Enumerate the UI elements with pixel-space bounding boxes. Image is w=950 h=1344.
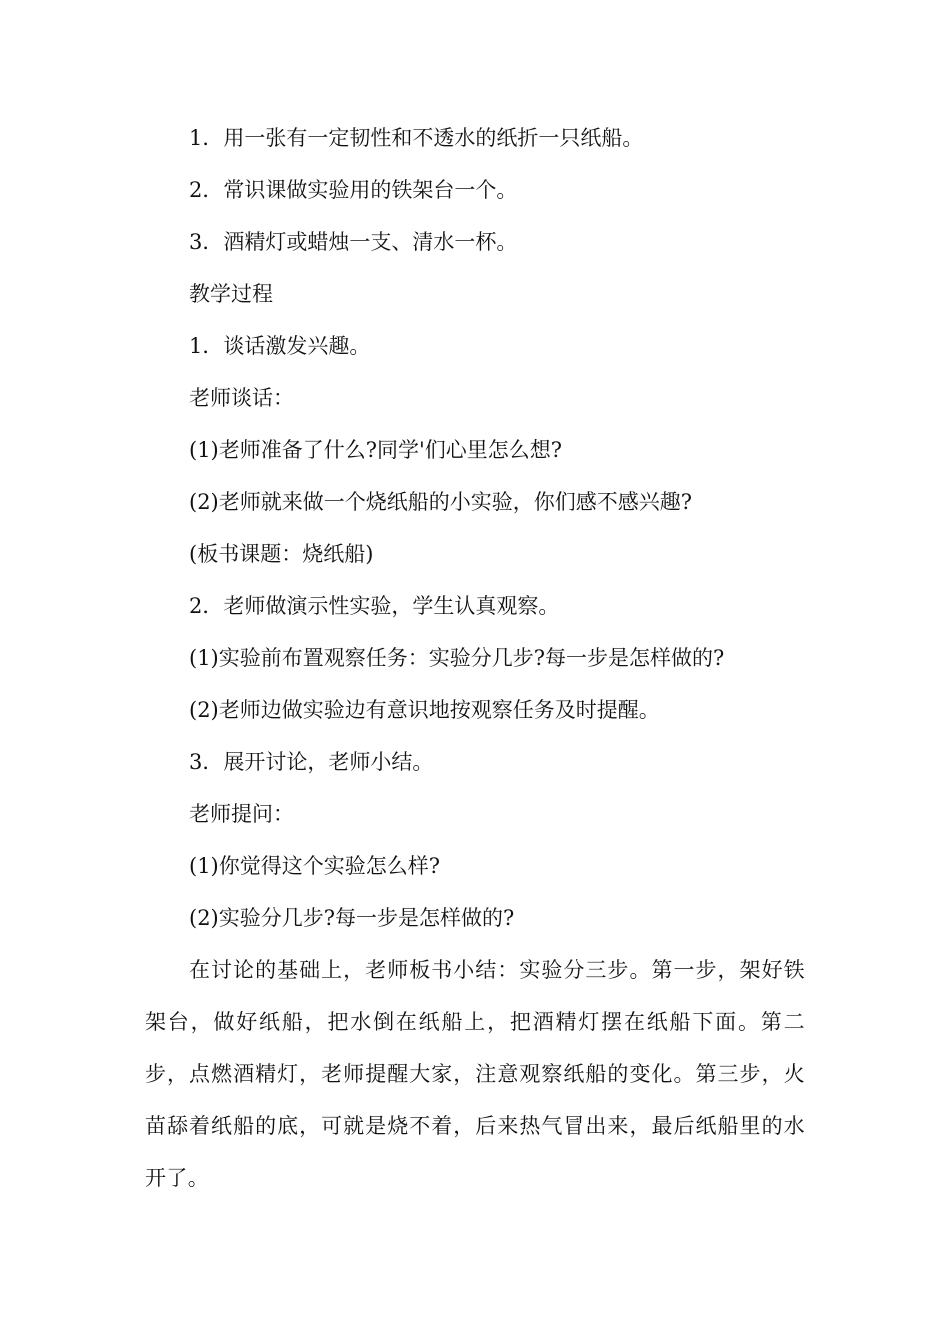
section-heading-teaching-process: 教学过程: [189, 282, 273, 306]
teacher-question-item-1: (1)你觉得这个实验怎么样?: [189, 854, 441, 878]
teacher-question-label: 老师提问：: [189, 802, 294, 826]
teacher-talk-label: 老师谈话：: [189, 386, 294, 410]
document-body: [145, 112, 805, 1204]
step-heading-1: 1．谈话激发兴趣。: [189, 334, 371, 358]
summary-paragraph: 在讨论的基础上，老师板书小结：实验分三步。第一步，架好铁架台，做好纸船，把水倒在纸船上，把酒精灯摆在纸船下面。第二步，点燃酒精灯，老师提醒大家，注意观察纸船的变化。第三步，火苗舔着纸船的底，可就是烧不着，后来热气冒出来，最后纸船里的水开了。: [145, 958, 805, 1190]
list-item-materials-3: 3．酒精灯或蜡烛一支、清水一杯。: [189, 230, 518, 254]
step-heading-2: 2．老师做演示性实验，学生认真观察。: [189, 594, 560, 618]
step-heading-3: 3．展开讨论，老师小结。: [189, 750, 434, 774]
list-item-materials-1: 1．用一张有一定韧性和不透水的纸折一只纸船。: [189, 126, 644, 150]
experiment-item-1: (1)实验前布置观察任务：实验分几步?每一步是怎样做的?: [189, 646, 725, 670]
teacher-talk-item-1: (1)老师准备了什么?同学'们心里怎么想?: [189, 438, 563, 462]
teacher-talk-item-2: (2)老师就来做一个烧纸船的小实验，你们感不感兴趣?: [189, 490, 693, 514]
list-item-materials-2: 2．常识课做实验用的铁架台一个。: [189, 178, 518, 202]
board-title-note: (板书课题：烧纸船): [189, 542, 374, 566]
experiment-item-2: (2)老师边做实验边有意识地按观察任务及时提醒。: [189, 698, 660, 722]
teacher-question-item-2: (2)实验分几步?每一步是怎样做的?: [189, 906, 515, 930]
